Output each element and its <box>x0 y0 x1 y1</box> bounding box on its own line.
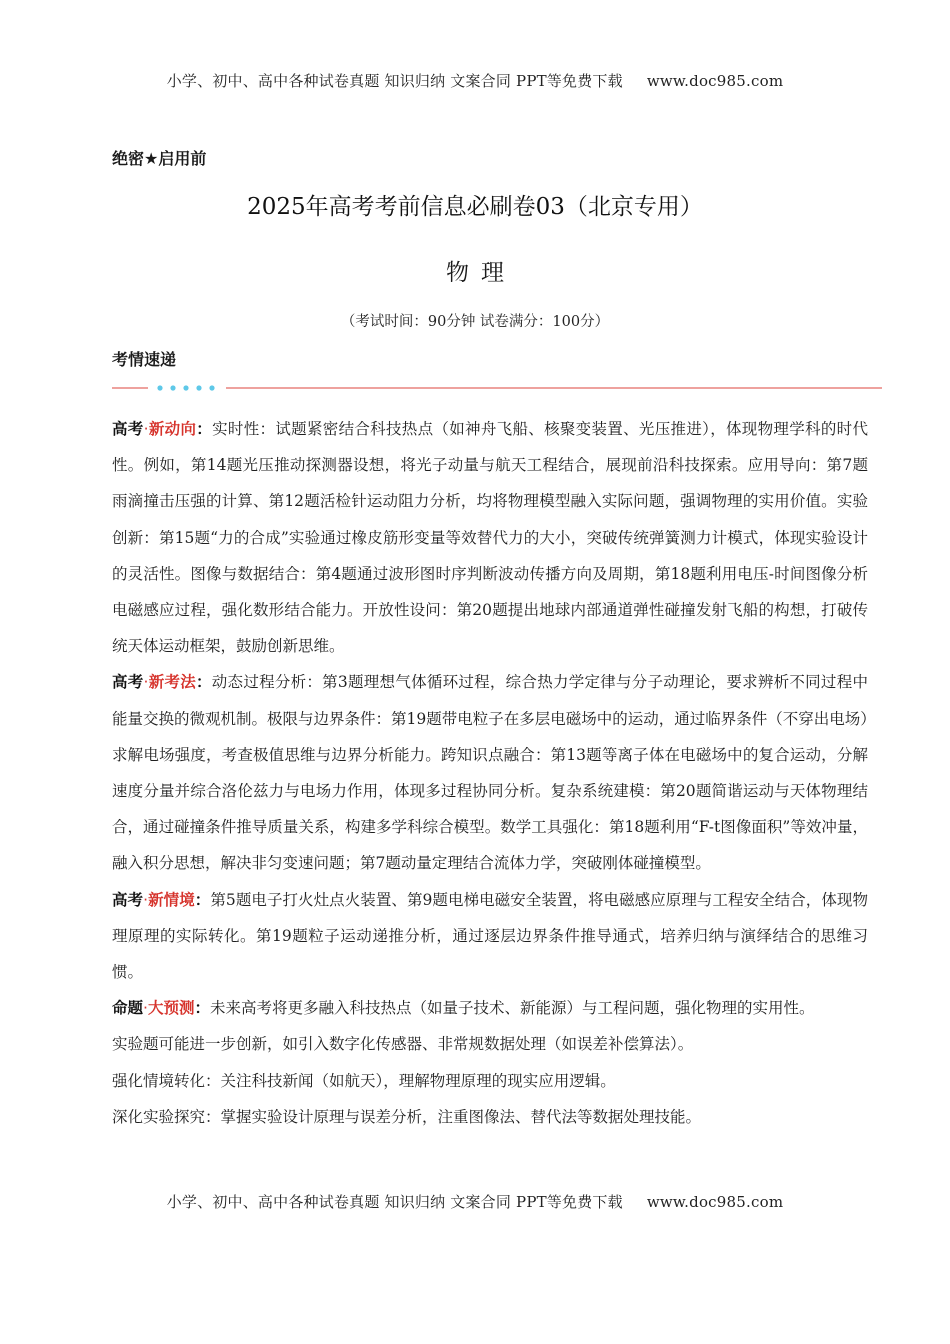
divider-dot <box>170 385 175 390</box>
divider-dot <box>183 385 188 390</box>
footer-url[interactable]: www.doc985.com <box>646 1193 784 1211</box>
exam-info: （考试时间：90分钟 试卷满分：100分） <box>340 314 610 330</box>
paragraph-tag: 命题·大预测： <box>112 999 210 1018</box>
paragraph-tag: 高考·新动向： <box>112 420 213 438</box>
section-divider <box>112 380 882 396</box>
paragraph-text: 实时性：试题紧密结合科技热点（如神舟飞船、核聚变装置、光压推进），体现物理学科的时代性。例如，第14题光压推动探测器设想，将光子动量与航天工程结合，展现前沿科技探索。应用导向：第7题雨滴撞击压强的计算、第12题活检针运动阻力分析，均将物理模型融入实际问题，强调物理的实用价值。实验创新：第15题“力的合成”实验通过橡皮筋形变量等效替代力的大小，突破传统弹簧测力计模式，体现实验设计的灵活性。图像与数据结合：第4题通过波形图时序判断波动传播方向及周期，第18题利用电压-时间图像分析电磁感应过程，强化数形结合能力。开放性设问：第20题提出地球内部通道弹性碰撞发射飞船的构想，打破传统天体运动框架，鼓励创新思维。 <box>112 420 868 656</box>
content-body <box>112 411 868 1135</box>
paragraph-new-methods <box>112 664 868 881</box>
paragraph-prediction <box>112 990 868 1026</box>
paragraph-text: 实验题可能进一步创新，如引入数字化传感器、非常规数据处理（如误差补偿算法）。 <box>112 1035 694 1054</box>
paragraph-text: 第5题电子打火灶点火装置、第9题电梯电磁安全装置，将电磁感应原理与工程安全结合，体现物理原理的实际转化。第19题粒子运动递推分析，通过逐层边界条件推导通式，培养归纳与演绎结合的思维习惯。 <box>112 890 868 982</box>
paragraph-experiment-inquiry <box>112 1099 868 1135</box>
paragraph-tag: 高考·新情境： <box>112 890 211 909</box>
confidential-mark: 绝密★启用前 <box>112 149 207 168</box>
page-footer <box>0 1191 950 1212</box>
page-header <box>0 70 950 91</box>
header-text: 小学、初中、高中各种试卷真题 知识归纳 文案合同 PPT等免费下载 <box>166 72 623 90</box>
section-heading: 考情速递 <box>112 350 177 369</box>
paragraph-context-transfer <box>112 1063 868 1099</box>
divider-dot <box>196 385 201 390</box>
paragraph-text: 深化实验探究：掌握实验设计原理与误差分析，注重图像法、替代法等数据处理技能。 <box>112 1107 702 1126</box>
document-title: 2025年高考考前信息必刷卷03（北京专用） <box>247 194 703 220</box>
paragraph-new-contexts <box>112 882 868 991</box>
paragraph-new-trends <box>112 411 868 664</box>
subject-title: 物理 <box>446 260 516 286</box>
footer-text: 小学、初中、高中各种试卷真题 知识归纳 文案合同 PPT等免费下载 <box>166 1193 623 1211</box>
header-url[interactable]: www.doc985.com <box>646 72 784 90</box>
paragraph-experiments <box>112 1026 868 1062</box>
divider-dot <box>157 385 162 390</box>
paragraph-text: 强化情境转化：关注科技新闻（如航天），理解物理原理的现实应用逻辑。 <box>112 1071 616 1090</box>
paragraph-text: 动态过程分析：第3题理想气体循环过程，综合热力学定律与分子动理论，要求辨析不同过程中能量交换的微观机制。极限与边界条件：第19题带电粒子在多层电磁场中的运动，通过临界条件（不穿出电场）求解电场强度，考查极值思维与边界分析能力。跨知识点融合：第13题等离子体在电磁场中的复合运动，分解速度分量并综合洛伦兹力与电场力作用，体现多过程协同分析。复杂系统建模：第20题简谐运动与天体物理结合，通过碰撞条件推导质量关系，构建多学科综合模型。数学工具强化：第18题利用“F-t图像面积”等效冲量，融入积分思想，解决非匀变速问题；第7题动量定理结合流体力学，突破刚体碰撞模型。 <box>112 673 868 873</box>
divider-dot <box>209 385 214 390</box>
paragraph-text: 未来高考将更多融入科技热点（如量子技术、新能源）与工程问题，强化物理的实用性。 <box>209 999 815 1018</box>
paragraph-tag: 高考·新考法： <box>112 673 212 692</box>
